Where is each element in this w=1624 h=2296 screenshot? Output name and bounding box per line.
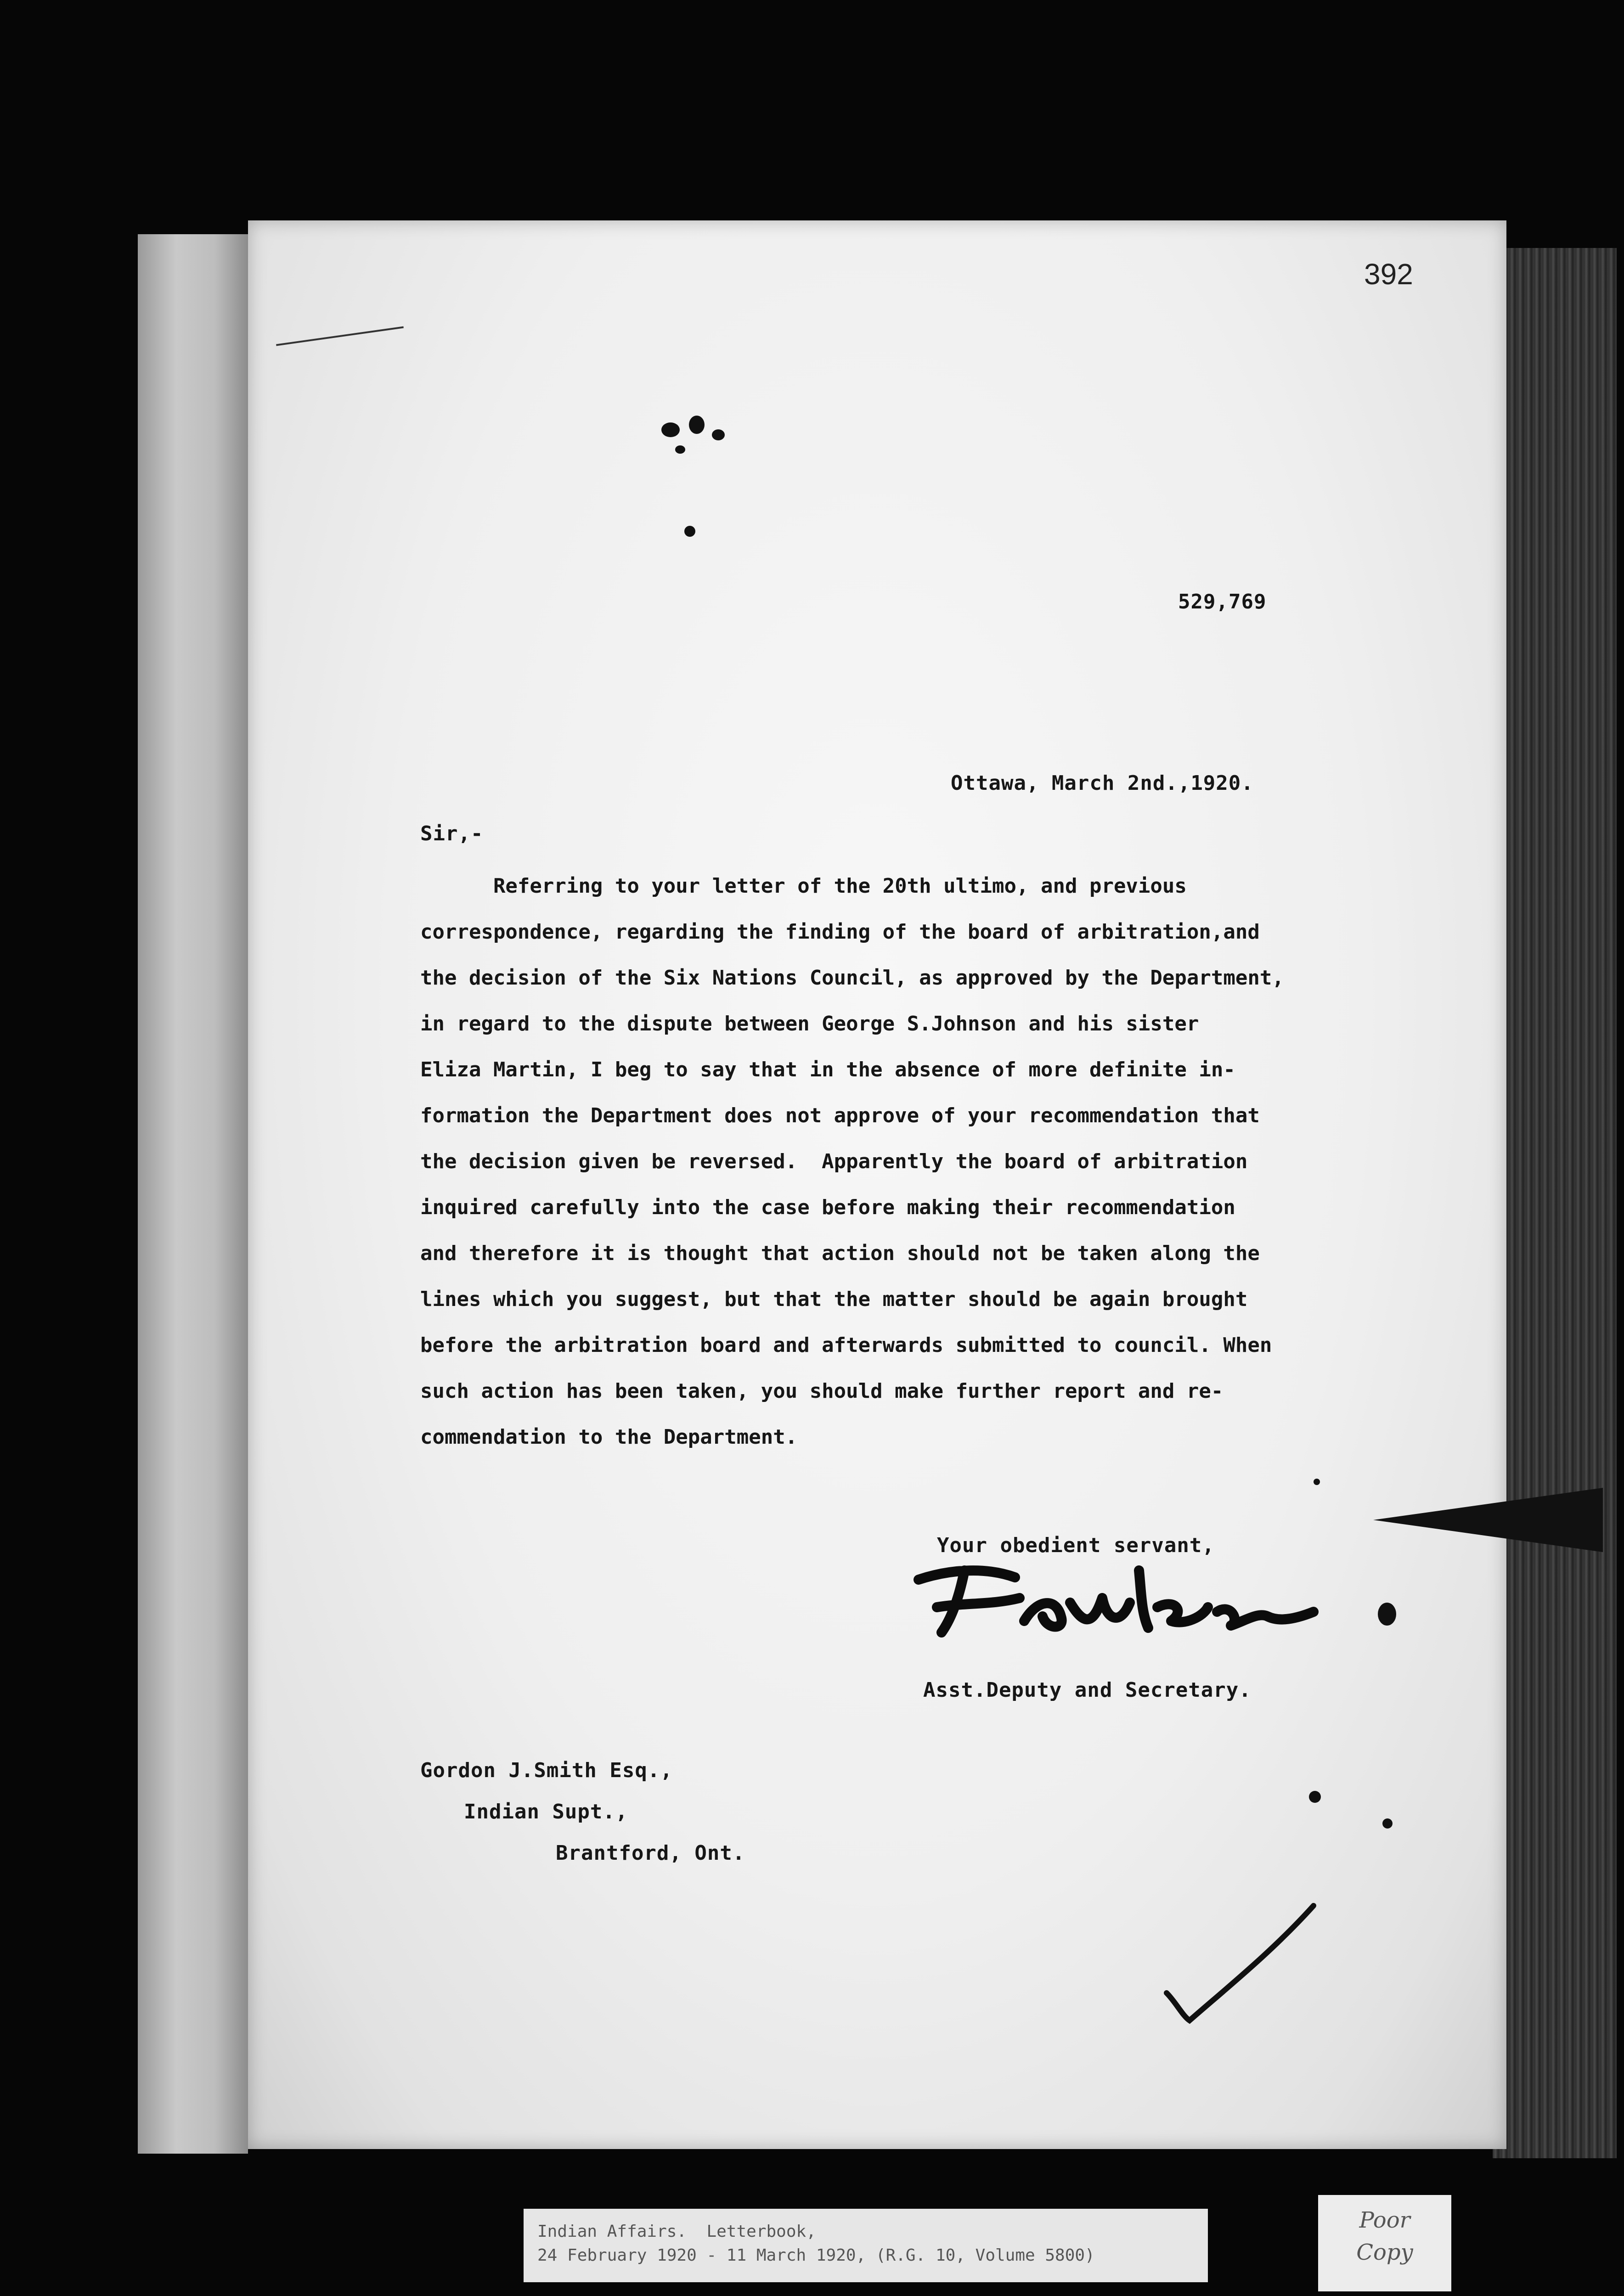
- ink-blot: [675, 445, 685, 454]
- handwritten-signature: [909, 1552, 1323, 1644]
- addressee-location: Brantford, Ont.: [556, 1841, 745, 1865]
- closing: Your obedient servant,: [937, 1534, 1215, 1557]
- letter-body: [420, 863, 1431, 1460]
- body-line: the decision given be reversed. Apparently the board of arbitration: [420, 1150, 1248, 1173]
- check-mark-icon: [1157, 1901, 1323, 2048]
- previous-page-edge: [138, 234, 248, 2154]
- file-number: 529,769: [1178, 590, 1267, 613]
- ink-blot: [684, 526, 695, 537]
- citation-label: [524, 2209, 1208, 2282]
- page-stack-edge: [1493, 248, 1617, 2158]
- signature-title: Asst.Deputy and Secretary.: [923, 1678, 1252, 1702]
- body-line: inquired carefully into the case before making their recommendation: [420, 1196, 1235, 1219]
- ink-blot: [712, 429, 725, 440]
- body-line: lines which you suggest, but that the matter should be again brought: [420, 1288, 1248, 1311]
- ink-blot: [661, 422, 680, 437]
- ink-blot: [1309, 1791, 1321, 1803]
- citation-series: Indian Affairs. Letterbook,: [537, 2222, 816, 2241]
- body-line: correspondence, regarding the finding of the board of arbitration,and: [420, 920, 1260, 944]
- page-number: 392: [1364, 258, 1413, 291]
- citation-dates: 24 February 1920 - 11 March 1920, (R.G. 10, Volume 5800): [537, 2246, 1095, 2265]
- ink-blot: [1378, 1603, 1396, 1626]
- quality-note-line: Poor: [1359, 2207, 1410, 2233]
- quality-note: [1318, 2195, 1451, 2291]
- ink-blot: [1382, 1818, 1393, 1829]
- dateline: Ottawa, March 2nd.,1920.: [951, 771, 1254, 795]
- body-line: Eliza Martin, I beg to say that in the absence of more definite in-: [420, 1058, 1235, 1081]
- quality-note-line: Copy: [1356, 2240, 1413, 2265]
- body-line: such action has been taken, you should make further report and re-: [420, 1379, 1224, 1403]
- body-line: commendation to the Department.: [420, 1425, 798, 1449]
- ink-blot: [689, 416, 705, 434]
- addressee-title: Indian Supt.,: [464, 1800, 628, 1823]
- body-line: in regard to the dispute between George S.Johnson and his sister: [420, 1012, 1199, 1035]
- addressee-name: Gordon J.Smith Esq.,: [420, 1759, 673, 1782]
- body-line: formation the Department does not approve of your recommendation that: [420, 1104, 1260, 1127]
- body-line: before the arbitration board and afterwards submitted to council. When: [420, 1334, 1272, 1357]
- salutation: Sir,-: [420, 822, 484, 845]
- body-line: and therefore it is thought that action should not be taken along the: [420, 1242, 1260, 1265]
- ink-blot: [1314, 1479, 1320, 1485]
- body-line: Referring to your letter of the 20th ultimo, and previous: [420, 874, 1187, 898]
- pointer-shadow: [1373, 1488, 1603, 1552]
- body-line: the decision of the Six Nations Council, as approved by the Department,: [420, 966, 1284, 990]
